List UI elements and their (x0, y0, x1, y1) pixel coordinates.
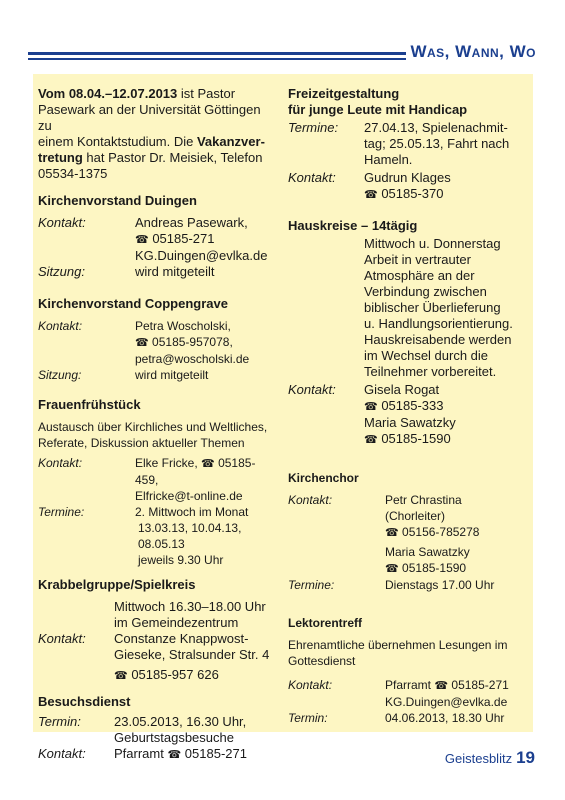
header-rule (28, 52, 406, 55)
section-heading: Krabbelgruppe/Spielkreis (38, 577, 196, 592)
contact-name: Elke Fricke, (135, 456, 198, 470)
phone-icon: ☎ (364, 401, 378, 413)
dates-row (288, 577, 528, 593)
phone-icon: ☎ (201, 458, 215, 470)
contact-row (38, 455, 276, 504)
meeting-row (38, 264, 276, 280)
label: Termin: (38, 714, 81, 729)
contact-name: Petr Chrastina (385, 493, 462, 507)
description-line: Mittwoch u. Donnerstag (364, 236, 501, 251)
contact-row (38, 746, 276, 763)
description-line: Teilnehmer vorbereitet. (364, 364, 497, 379)
header-bar (28, 42, 538, 70)
label: Termine: (288, 120, 339, 135)
section-heading: Kirchenvorstand Coppengrave (38, 296, 228, 311)
date-line: jeweils 9.30 Uhr (138, 553, 224, 567)
dates-row (288, 710, 528, 726)
label: Termin: (288, 711, 328, 725)
contact-role: (Chorleiter) (385, 509, 446, 523)
intro-text: Pasewark an der Universität Göttingen zu (38, 102, 261, 133)
contact-row (288, 170, 528, 203)
contact-name: Pfarramt (114, 746, 164, 761)
phone-number: 05185-957078, (152, 335, 233, 349)
phone-number: 05185-271 (152, 231, 215, 246)
label: Sitzung: (38, 264, 85, 279)
section-heading: Hauskreise – 14tägig (288, 218, 418, 233)
section-heading: Lektorentreff (288, 616, 363, 630)
intro-text: ist Pastor (177, 86, 236, 101)
contact-name: Petra Woscholski, (135, 319, 231, 333)
phone-number: 05156-785278 (402, 525, 480, 539)
intro-paragraph (38, 86, 276, 182)
section-heading: Kirchenvorstand Duingen (38, 193, 197, 208)
dates-row (288, 120, 528, 168)
right-column (288, 82, 528, 726)
meeting-value: wird mitgeteilt (135, 368, 209, 382)
intro-text: hat Pastor Dr. Meisiek, Telefon (82, 150, 263, 165)
label: Kontakt: (38, 631, 86, 646)
date-line: 27.04.13, Spielenachmit- (364, 120, 508, 135)
description (364, 236, 528, 380)
email: KG.Duingen@evlka.de (385, 695, 508, 709)
intro-bold: tretung (38, 150, 83, 165)
section-title: Was, Wann, Wo (410, 42, 536, 61)
phone-number: 05185-957 626 (131, 667, 219, 682)
label: Sitzung: (38, 368, 82, 382)
phone-icon: ☎ (167, 749, 182, 761)
contact-name: Maria Sawatzky (385, 545, 470, 559)
phone-icon: ☎ (385, 527, 399, 539)
phone-icon: ☎ (135, 234, 149, 246)
intro-date: Vom 08.04.–12.07.2013 (38, 86, 178, 101)
label: Kontakt: (38, 746, 86, 761)
section-heading: Kirchenchor (288, 471, 359, 485)
label: Kontakt: (288, 678, 333, 692)
phone-number: 05185-1590 (402, 561, 467, 575)
description-line: im Wechsel durch die (364, 348, 489, 363)
date-line: 23.05.2013, 16.30 Uhr, (114, 714, 247, 729)
schedule (114, 599, 276, 631)
contact-row (288, 382, 528, 448)
date-line: Dienstags 17.00 Uhr (385, 578, 495, 592)
meeting-row (38, 367, 276, 383)
description-line: biblischer Überlieferung (364, 300, 501, 315)
date-line: 04.06.2013, 18.30 Uhr (385, 711, 505, 725)
header-rule (28, 58, 406, 60)
phone-number: 05185-271 (184, 746, 247, 761)
contact-name: Pfarramt (385, 678, 432, 692)
description-line: Gottesdienst (288, 654, 356, 668)
contact-name: Andreas Pasewark, (135, 215, 248, 230)
description (38, 419, 276, 451)
label: Kontakt: (288, 170, 336, 185)
schedule-line: im Gemeindezentrum (114, 615, 239, 630)
intro-phone: 05534-1375 (38, 166, 108, 181)
phone-number: 05185-333 (381, 398, 444, 413)
phone-number: 05185-370 (381, 186, 444, 201)
contact-address: Gieseke, Stralsunder Str. 4 (114, 647, 270, 662)
page-number: 19 (516, 748, 535, 767)
description-line: Atmosphäre an der (364, 268, 475, 283)
label: Termine: (38, 505, 85, 519)
date-line: tag; 25.05.13, Fahrt nach (364, 136, 510, 151)
contact-row (38, 215, 276, 264)
email: KG.Duingen@evlka.de (135, 248, 268, 263)
phone-icon: ☎ (434, 680, 449, 692)
contact-name: Maria Sawatzky (364, 415, 456, 430)
publication-name: Geistesblitz (444, 751, 513, 766)
date-line: 13.03.13, 10.04.13, (138, 521, 242, 535)
heading-line: für junge Leute mit Handicap (288, 102, 468, 117)
dates-row (38, 504, 276, 568)
contact-name: Gudrun Klages (364, 170, 451, 185)
date-line: 2. Mittwoch im Monat (135, 505, 249, 519)
intro-text: einem Kontaktstudium. Die (38, 134, 197, 149)
label: Kontakt: (288, 382, 336, 397)
intro-bold: Vakanzver- (196, 134, 265, 149)
schedule-line: Mittwoch 16.30–18.00 Uhr (114, 599, 266, 614)
phone-icon: ☎ (385, 563, 399, 575)
label: Kontakt: (288, 493, 333, 507)
description (288, 637, 528, 669)
phone-icon: ☎ (114, 670, 128, 682)
description-line: Verbindung zwischen (364, 284, 487, 299)
section-heading: Besuchsdienst (38, 694, 131, 709)
dates-row (38, 714, 276, 746)
description-line: u. Handlungsorientierung. (364, 316, 513, 331)
contact-row (288, 677, 528, 710)
meeting-value: wird mitgeteilt (135, 264, 215, 279)
contact-row (38, 631, 276, 684)
email: petra@woscholski.de (135, 352, 250, 366)
description-line: Referate, Diskussion aktueller Themen (38, 436, 245, 450)
description-line: Arbeit in vertrauter (364, 252, 471, 267)
heading-line: Freizeitgestaltung (288, 86, 400, 101)
contact-name: Constanze Knappwost- (114, 631, 249, 646)
date-line: 08.05.13 (138, 537, 185, 551)
contact-row (288, 492, 528, 577)
phone-number: 05185-459, (135, 456, 256, 487)
description-line: Ehrenamtliche übernehmen Lesungen im (288, 638, 508, 652)
section-heading (288, 86, 528, 118)
description-line: Austausch über Kirchliches und Weltliches, (38, 420, 268, 434)
email: Elfricke@t-online.de (135, 489, 243, 503)
contact-row (38, 318, 276, 367)
label: Termine: (288, 578, 335, 592)
phone-number: 05185-271 (451, 678, 509, 692)
date-line: Geburtstagsbesuche (114, 730, 234, 745)
label: Kontakt: (38, 215, 86, 230)
left-column (38, 82, 276, 763)
phone-number: 05185-1590 (381, 431, 451, 446)
page-footer (445, 748, 535, 768)
phone-icon: ☎ (364, 434, 378, 446)
contact-name: Gisela Rogat (364, 382, 440, 397)
phone-icon: ☎ (135, 337, 149, 349)
description-line: Hauskreisabende werden (364, 332, 512, 347)
phone-icon: ☎ (364, 189, 378, 201)
label: Kontakt: (38, 456, 83, 470)
label: Kontakt: (38, 319, 83, 333)
section-heading: Frauenfrühstück (38, 397, 141, 412)
date-line: Hameln. (364, 152, 413, 167)
